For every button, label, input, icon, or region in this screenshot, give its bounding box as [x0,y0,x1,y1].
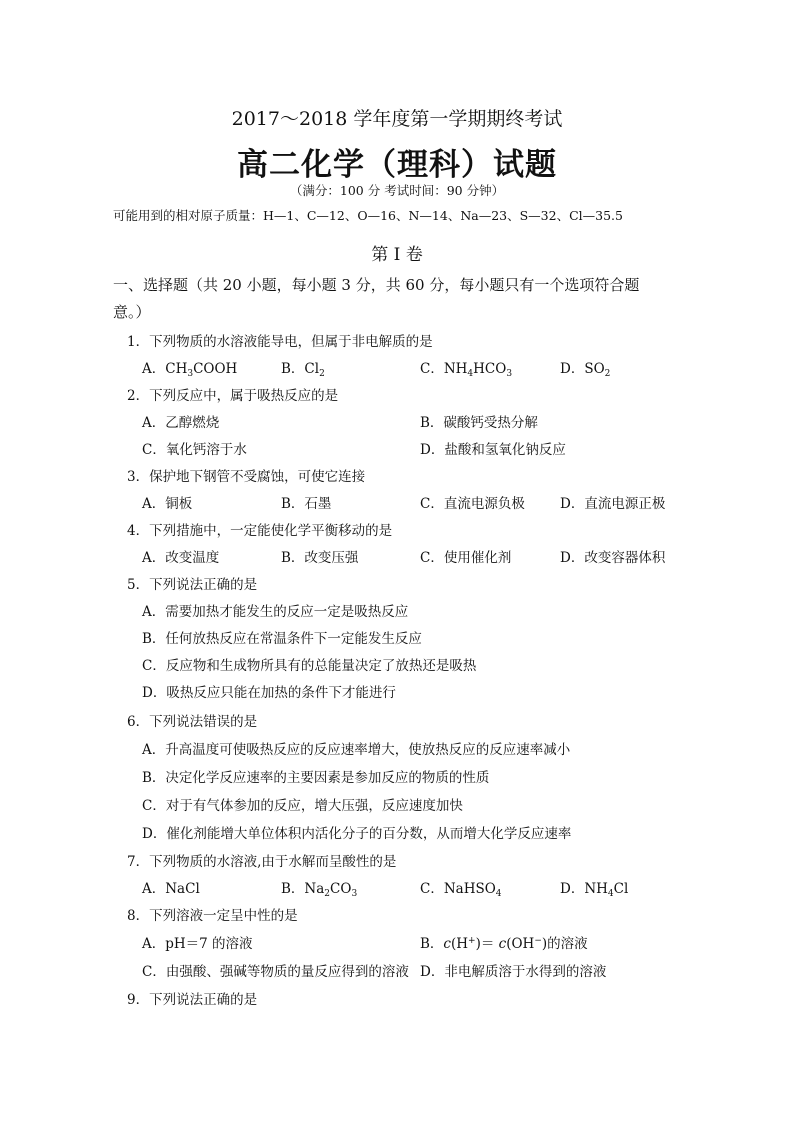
question-8-option-d: D．非电解质溶于水得到的溶液 [420,964,607,980]
question-3-stem: 3．保护地下钢管不受腐蚀，可使它连接 [127,469,366,485]
question-8-option-c: C．由强酸、强碱等物质的量反应得到的溶液 [142,964,409,980]
question-6-option-c: C．对于有气体参加的反应，增大压强，反应速度加快 [142,798,463,814]
question-4-option-d: D．改变容器体积 [560,550,666,566]
question-5-option-c: C．反应物和生成物所具有的总能量决定了放热还是吸热 [142,658,477,674]
question-6-option-a: A．升高温度可使吸热反应的反应速率增大，使放热反应的反应速率减小 [142,742,571,758]
question-6-option-b: B．决定化学反应速率的主要因素是参加反应的物质的性质 [142,770,490,786]
question-2-stem: 2．下列反应中，属于吸热反应的是 [127,388,339,404]
question-3-option-d: D．直流电源正极 [560,496,666,512]
question-8-stem: 8．下列溶液一定呈中性的是 [127,908,298,924]
question-2-option-a: A．乙醇燃烧 [142,415,220,431]
question-9-stem: 9．下列说法正确的是 [127,992,258,1008]
question-5-option-d: D．吸热反应只能在加热的条件下才能进行 [142,685,396,701]
question-5-stem: 5．下列说法正确的是 [127,577,258,593]
question-3-option-b: B．石墨 [281,496,332,512]
question-7-option-b: B．$Na_2CO_3$ [281,881,358,899]
section-label: 第 I 卷 [371,245,423,265]
exam-score-time: （满分：100 分 考试时间：90 分钟） [289,183,505,198]
question-4-option-b: B．改变压强 [281,550,359,566]
question-4-stem: 4．下列措施中，一定能使化学平衡移动的是 [127,523,393,539]
question-4-option-c: C．使用催化剂 [420,550,512,566]
question-1-option-b: B．$Cl_2$ [281,361,325,379]
question-8-option-a: A．pH＝7 的溶液 [142,936,253,952]
question-1-option-a: A．$CH_3COOH$ [142,361,238,379]
question-1-option-d: D．$SO_2$ [560,361,611,379]
question-7-stem: 7．下列物质的水溶液,由于水解而呈酸性的是 [127,854,397,870]
question-5-option-a: A．需要加热才能发生的反应一定是吸热反应 [142,604,409,620]
section-instruction-line2: 意。） [113,303,151,321]
question-7-option-c: C．NaHSO$_4$ [420,881,502,899]
question-8-option-b: B．c(H+)＝ c(OH−)的溶液 [420,936,588,952]
question-1-option-c: C．$NH_4HCO_3$ [420,361,513,379]
question-3-option-a: A．铜板 [142,496,193,512]
question-2-option-c: C．氧化钙溶于水 [142,442,247,458]
question-3-option-c: C．直流电源负极 [420,496,525,512]
section-instruction-line1: 一、选择题（共 20 小题，每小题 3 分，共 60 分，每小题只有一个选项符合题 [113,276,640,294]
question-7-option-d: D．$NH_4Cl$ [560,881,629,899]
question-2-option-d: D．盐酸和氢氧化钠反应 [420,442,566,458]
question-7-option-a: A．NaCl [142,881,200,897]
question-2-option-b: B．碳酸钙受热分解 [420,415,538,431]
question-5-option-b: B．任何放热反应在常温条件下一定能发生反应 [142,631,422,647]
question-1-stem: 1．下列物质的水溶液能导电，但属于非电解质的是 [127,334,433,350]
question-6-option-d: D．催化剂能增大单位体积内活化分子的百分数，从而增大化学反应速率 [142,826,572,842]
exam-header-title: 2017～2018 学年度第一学期期终考试 [231,108,563,130]
question-6-stem: 6．下列说法错误的是 [127,714,258,730]
exam-subject-title: 高二化学（理科）试题 [237,147,557,183]
atomic-masses-note: 可能用到的相对原子质量：H—1、C—12、O—16、N—14、Na—23、S—32、Cl—35.5 [113,208,623,223]
question-4-option-a: A．改变温度 [142,550,220,566]
